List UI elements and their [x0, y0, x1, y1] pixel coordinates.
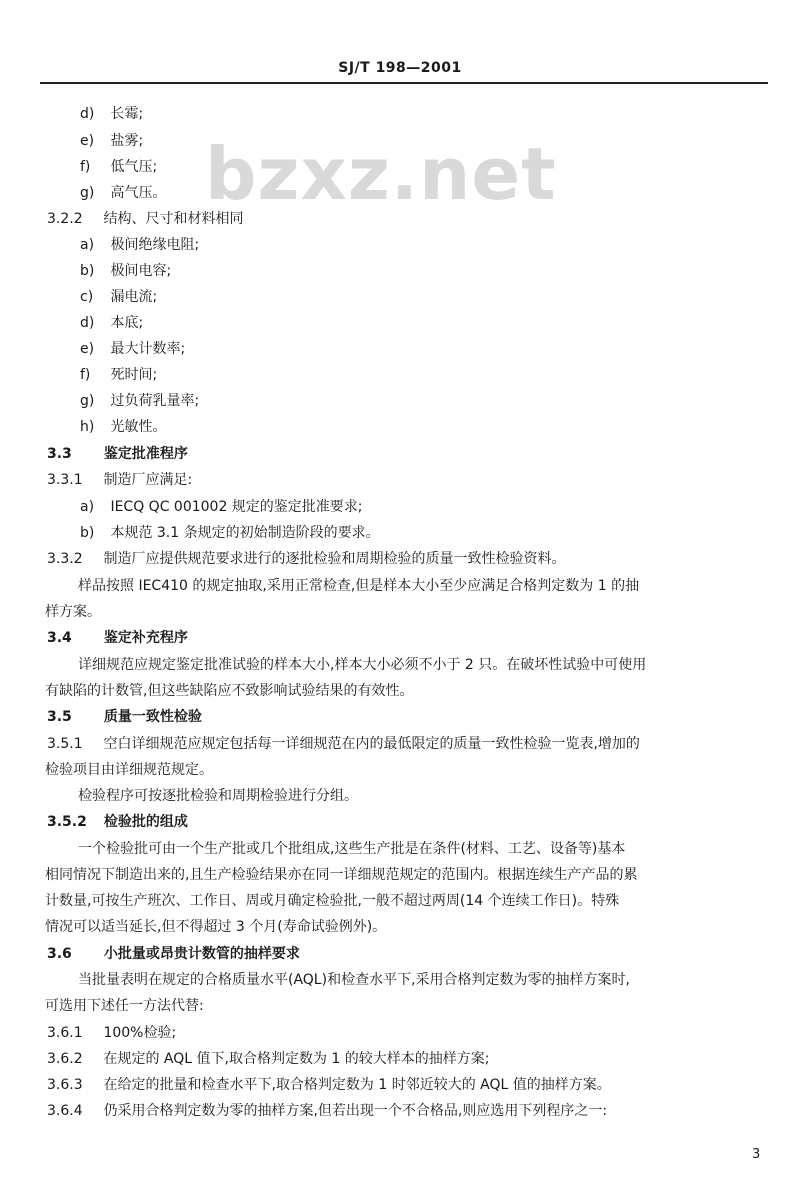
section-title: 质量一致性检验: [103, 709, 202, 725]
item-text: 长霉;: [110, 106, 144, 122]
item-label: d): [80, 106, 95, 122]
list-item: [80, 131, 143, 151]
section-number: 3.6: [47, 946, 72, 962]
paragraph-line: 相同情况下制造出来的,且生产检验结果亦在同一详细规范规定的范围内。根据连续生产产品的累: [45, 867, 638, 883]
item-text: 光敏性。: [110, 419, 167, 435]
item-label: d): [80, 315, 95, 331]
paragraph-line: 一个检验批可由一个生产批或几个批组成,这些生产批是在条件(材料、工艺、设备等)基本: [78, 841, 626, 857]
item-label: g): [80, 393, 95, 409]
section-title: 制造厂应满足:: [103, 472, 193, 488]
section-title: 鉴定补充程序: [103, 630, 188, 646]
item-text: 本底;: [110, 315, 144, 331]
section-text: 空白详细规范应规定包括每一详细规范在内的最低限定的质量一致性检验一览表,增加的: [103, 736, 640, 752]
section-number: 3.2.2: [47, 211, 83, 227]
section-heading: [47, 707, 202, 727]
item-text: 盐雾;: [110, 133, 144, 149]
item-text: 死时间;: [110, 367, 158, 383]
paragraph-line: 有缺陷的计数管,但这些缺陷应不致影响试验结果的有效性。: [45, 683, 414, 699]
paragraph-line: 样品按照 IEC410 的规定抽取,采用正常检查,但是样本大小至少应满足合格判定数为 1 的抽: [78, 578, 640, 594]
list-item: [80, 261, 171, 281]
section-text: 仍采用合格判定数为零的抽样方案,但若出现一个不合格品,则应选用下列程序之一:: [103, 1103, 608, 1119]
paragraph-line: 检验程序可按逐批检验和周期检验进行分组。: [78, 788, 358, 804]
section-heading: [47, 1049, 489, 1069]
section-heading: [47, 628, 188, 648]
paragraph-line: 当批量表明在规定的合格质量水平(AQL)和检查水平下,采用合格判定数为零的抽样方案时,: [78, 972, 630, 988]
list-item: [80, 497, 363, 517]
section-heading: [47, 470, 192, 490]
item-text: IECQ QC 001002 规定的鉴定批准要求;: [110, 499, 363, 515]
item-label: g): [80, 185, 95, 201]
paragraph-line: 样方案。: [45, 604, 101, 620]
item-text: 漏电流;: [110, 289, 158, 305]
list-item: [80, 391, 199, 411]
list-item: [80, 365, 157, 385]
list-item: [80, 417, 166, 437]
paragraph-line: 检验项目由详细规范规定。: [45, 762, 213, 778]
section-number: 3.3.2: [47, 551, 83, 567]
item-text: 低气压;: [110, 159, 158, 175]
item-text: 本规范 3.1 条规定的初始制造阶段的要求。: [110, 525, 380, 541]
section-title: 结构、尺寸和材料相同: [103, 211, 244, 227]
section-text: 100%检验;: [103, 1025, 177, 1041]
section-title: 鉴定批准程序: [103, 446, 188, 462]
item-text: 过负荷乳量率;: [110, 393, 200, 409]
item-text: 极间绝缘电阻;: [110, 237, 200, 253]
paragraph-line: 情况可以适当延长,但不得超过 3 个月(寿命试验例外)。: [45, 919, 387, 935]
section-number: 3.6.1: [47, 1025, 83, 1041]
list-item: [80, 287, 157, 307]
item-label: c): [80, 289, 94, 305]
section-heading: [47, 1101, 607, 1121]
section-heading: [47, 549, 565, 569]
section-number: 3.3.1: [47, 472, 83, 488]
item-label: e): [80, 341, 95, 357]
list-item: [80, 523, 380, 543]
section-number: 3.4: [47, 630, 72, 646]
paragraph-line: 可选用下述任一方法代替:: [45, 998, 204, 1014]
item-text: 极间电容;: [110, 263, 172, 279]
watermark: bzxz.net: [205, 132, 557, 216]
item-label: a): [80, 499, 95, 515]
section-number: 3.5.1: [47, 736, 83, 752]
section-number: 3.6.2: [47, 1051, 83, 1067]
section-number: 3.5.2: [47, 814, 87, 830]
section-heading: [47, 1075, 611, 1095]
standard-code-header: SJ/T 198—2001: [338, 60, 462, 76]
section-heading: [47, 209, 243, 229]
section-number: 3.3: [47, 446, 72, 462]
section-title: 小批量或昂贵计数管的抽样要求: [103, 946, 300, 962]
section-heading: [47, 944, 300, 964]
item-label: e): [80, 133, 95, 149]
list-item: [80, 313, 143, 333]
section-number: 3.5: [47, 709, 72, 725]
section-heading: [47, 734, 640, 754]
item-text: 高气压。: [110, 185, 167, 201]
item-label: h): [80, 419, 95, 435]
section-text: 在规定的 AQL 值下,取合格判定数为 1 的较大样本的抽样方案;: [103, 1051, 490, 1067]
item-label: b): [80, 525, 95, 541]
list-item: [80, 157, 157, 177]
section-number: 3.6.4: [47, 1103, 83, 1119]
section-heading: [47, 812, 188, 832]
section-text: 制造厂应提供规范要求进行的逐批检验和周期检验的质量一致性检验资料。: [103, 551, 566, 567]
item-label: b): [80, 263, 95, 279]
section-title: 检验批的组成: [103, 814, 188, 830]
item-label: f): [80, 159, 91, 175]
section-number: 3.6.3: [47, 1077, 83, 1093]
item-label: f): [80, 367, 91, 383]
list-item: [80, 104, 143, 124]
list-item: [80, 339, 185, 359]
list-item: [80, 183, 166, 203]
item-text: 最大计数率;: [110, 341, 186, 357]
item-label: a): [80, 237, 95, 253]
section-heading: [47, 444, 188, 464]
paragraph-line: 详细规范应规定鉴定批准试验的样本大小,样本大小必须不小于 2 只。在破坏性试验中可使用: [78, 657, 647, 673]
paragraph-line: 计数量,可按生产班次、工作日、周或月确定检验批,一般不超过两周(14 个连续工作日)。特殊: [45, 893, 620, 909]
page-number: 3: [752, 1147, 761, 1162]
section-heading: [47, 1023, 176, 1043]
list-item: [80, 235, 199, 255]
header-rule: [40, 82, 768, 84]
section-text: 在给定的批量和检查水平下,取合格判定数为 1 时邻近较大的 AQL 值的抽样方案。: [103, 1077, 611, 1093]
